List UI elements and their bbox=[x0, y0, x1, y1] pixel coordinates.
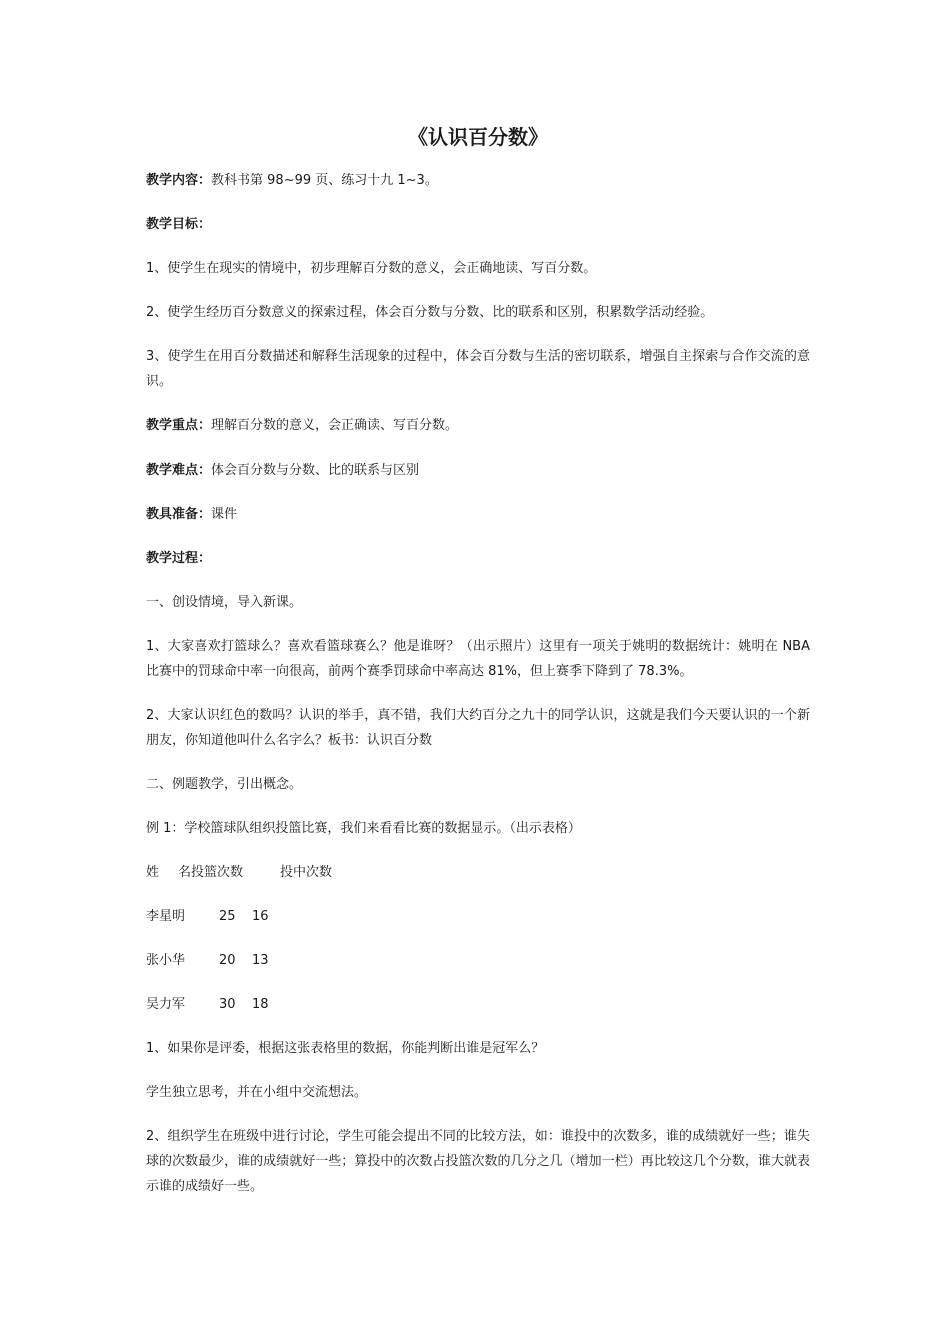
question: 2、组织学生在班级中进行讨论，学生可能会提出不同的比较方法，如：谁投中的次数多，谁的成绩就好一些；谁失球的次数最少，谁的成绩就好一些；算投中的次数占投篮次数的几分之几（增加一栏）再比较这几个分数，谁大就表示谁的成绩好一些。 bbox=[146, 1129, 810, 1194]
document-title: 《认识百分数》 bbox=[408, 125, 548, 149]
objectives-label: 教学目标： bbox=[146, 217, 212, 232]
paragraph: 2、大家认识红色的数吗？认识的举手，真不错，我们大约百分之九十的同学认识，这就是我们今天要认识的一个新朋友，你知道他叫什么名字么？板书：认识百分数 bbox=[146, 708, 810, 748]
table-cell-name: 吴力军 bbox=[146, 997, 186, 1012]
key-point bbox=[146, 413, 810, 438]
table-cell-shots: 30 bbox=[219, 997, 236, 1012]
table-header: 姓 bbox=[146, 865, 160, 880]
section-heading: 二、例题教学，引出概念。 bbox=[146, 777, 303, 792]
question: 1、如果你是评委，根据这张表格里的数据，你能判断出谁是冠军么？ bbox=[146, 1041, 545, 1056]
table-cell-hits: 16 bbox=[252, 909, 269, 924]
objective-item: 1、使学生在现实的情境中，初步理解百分数的意义，会正确地读、写百分数。 bbox=[146, 261, 597, 276]
teaching-content-label: 教学内容： bbox=[146, 173, 212, 188]
paragraph: 学生独立思考，并在小组中交流想法。 bbox=[146, 1085, 368, 1100]
difficulty-text: 体会百分数与分数、比的联系与区别 bbox=[211, 463, 420, 478]
process-label: 教学过程： bbox=[146, 551, 212, 566]
table-header: 名投篮次数 bbox=[178, 865, 244, 880]
teaching-content-text: 教科书第 98~99 页、练习十九 1~3。 bbox=[211, 173, 438, 188]
difficulty-label: 教学难点： bbox=[146, 463, 212, 478]
difficulty bbox=[146, 458, 810, 483]
teaching-content bbox=[146, 168, 810, 193]
tools bbox=[146, 502, 810, 527]
table-header: 投中次数 bbox=[280, 865, 333, 880]
table-cell-hits: 13 bbox=[252, 953, 269, 968]
paragraph: 1、大家喜欢打篮球么？喜欢看篮球赛么？他是谁呀？（出示照片）这里有一项关于姚明的数据统计：姚明在 NBA 比赛中的罚球命中率一向很高，前两个赛季罚球命中率高达 81%，但上赛季下降到了 78.3%。 bbox=[146, 639, 810, 679]
example-text: 例 1：学校篮球队组织投篮比赛，我们来看看比赛的数据显示。（出示表格） bbox=[146, 821, 581, 836]
table-cell-hits: 18 bbox=[252, 997, 269, 1012]
table-cell-shots: 20 bbox=[219, 953, 236, 968]
section-heading: 一、创设情境，导入新课。 bbox=[146, 595, 303, 610]
tools-text: 课件 bbox=[211, 507, 238, 522]
key-point-label: 教学重点： bbox=[146, 418, 212, 433]
objective-item: 3、使学生在用百分数描述和解释生活现象的过程中，体会百分数与生活的密切联系，增强自主探索与合作交流的意识。 bbox=[146, 349, 810, 389]
table-cell-name: 李星明 bbox=[146, 909, 186, 924]
tools-label: 教具准备： bbox=[146, 507, 212, 522]
table-cell-name: 张小华 bbox=[146, 953, 186, 968]
key-point-text: 理解百分数的意义，会正确读、写百分数。 bbox=[211, 418, 459, 433]
objective-item: 2、使学生经历百分数意义的探索过程，体会百分数与分数、比的联系和区别，积累数学活动经验。 bbox=[146, 305, 714, 320]
table-cell-shots: 25 bbox=[219, 909, 236, 924]
